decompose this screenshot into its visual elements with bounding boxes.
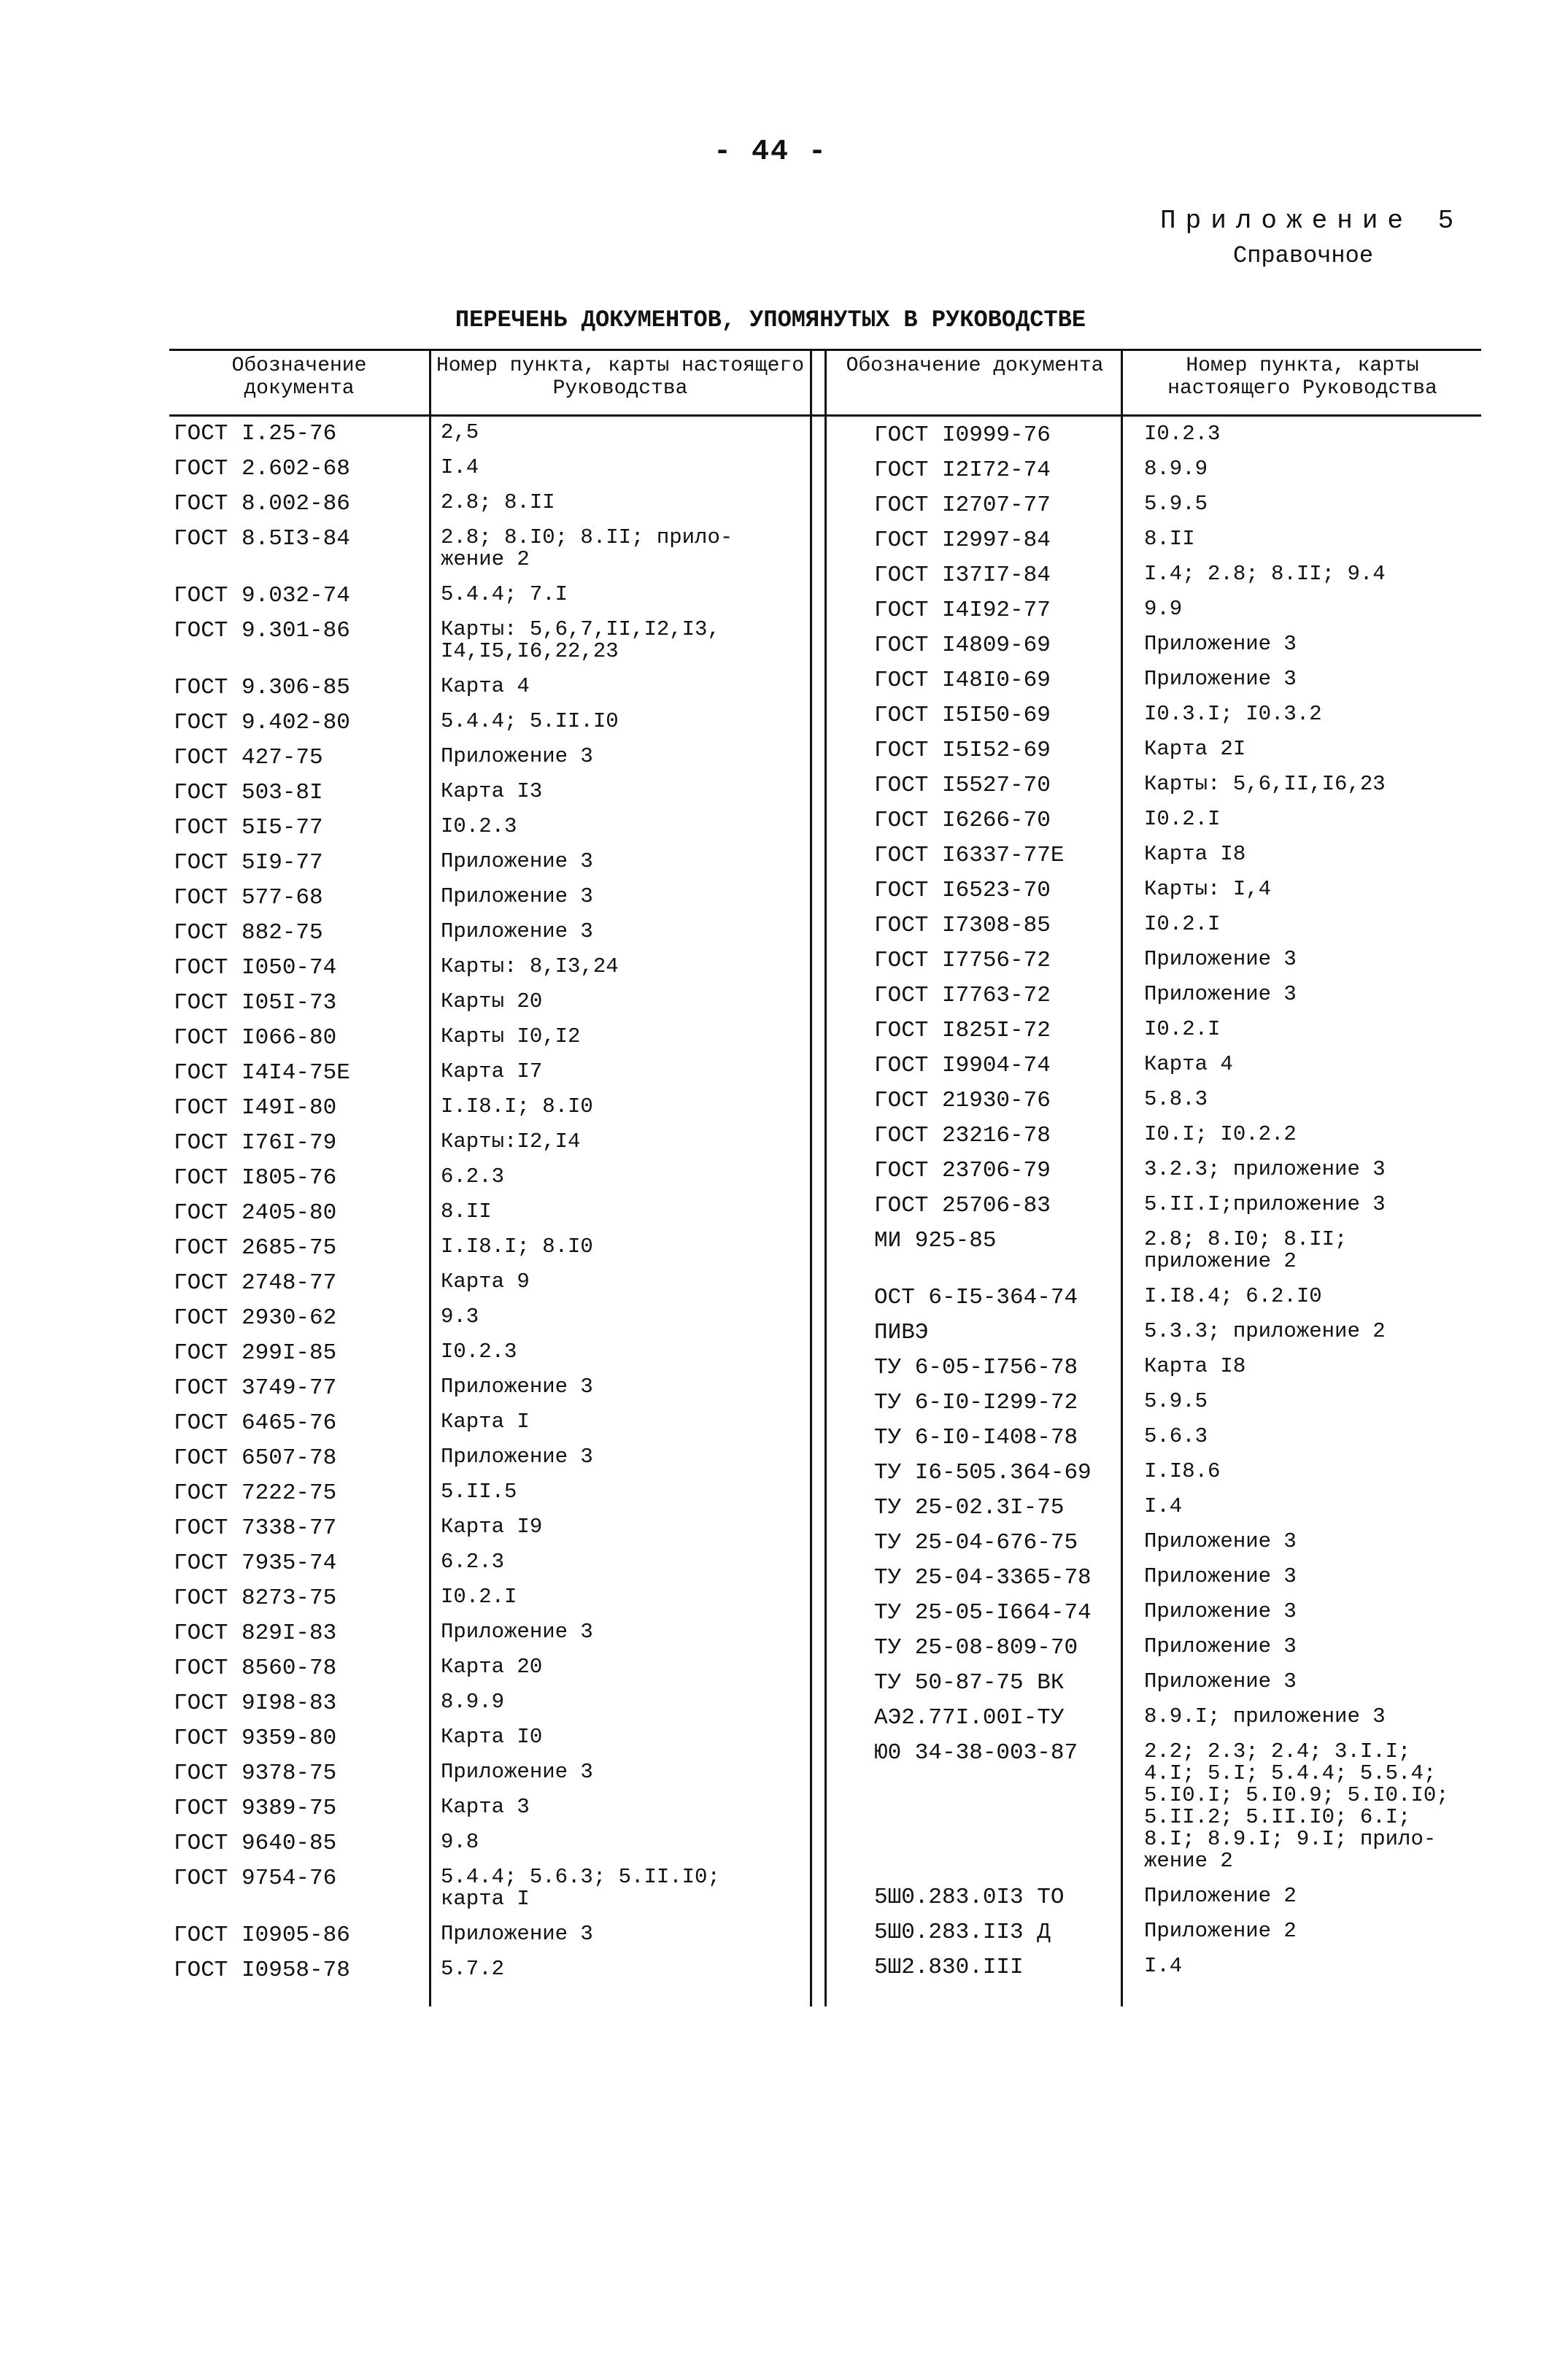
document-designation: ГОСТ 8.002-86 [174, 491, 350, 517]
document-designation: ГОСТ 9.306-85 [174, 675, 350, 700]
document-designation: ГОСТ 829I-83 [174, 1620, 337, 1646]
document-designation: ГОСТ I9904-74 [874, 1053, 1051, 1078]
document-designation: ГОСТ 8273-75 [174, 1585, 337, 1611]
document-reference: 3.2.3; приложение 3 [1144, 1157, 1386, 1181]
document-reference: Карта 4 [441, 674, 530, 698]
document-reference: 2,5 [441, 420, 479, 444]
document-reference: I.I8.I; 8.I0 [441, 1094, 593, 1118]
column-divider [810, 349, 812, 2006]
document-designation: ГОСТ I76I-79 [174, 1130, 337, 1156]
document-reference: 8.9.9 [1144, 457, 1208, 481]
document-designation: ТУ 6-I0-I299-72 [874, 1390, 1078, 1415]
document-designation: ГОСТ 9I98-83 [174, 1691, 337, 1716]
document-designation: 5Ш0.283.II3 Д [874, 1920, 1051, 1945]
header-right-reference: Номер пункта, карты настоящего Руководства [1167, 355, 1437, 400]
document-designation: ТУ 25-05-I664-74 [874, 1600, 1092, 1626]
document-designation: ГОСТ 7935-74 [174, 1550, 337, 1576]
document-reference: 5.9.5 [1144, 1389, 1208, 1413]
document-reference: 5.II.5 [441, 1480, 517, 1504]
document-designation: ГОСТ 9754-76 [174, 1866, 337, 1891]
document-reference: I.4 [441, 455, 479, 479]
document-designation: ГОСТ I0958-78 [174, 1958, 350, 1983]
document-designation: ТУ 6-I0-I408-78 [874, 1425, 1078, 1450]
document-reference: Карта I0 [441, 1725, 543, 1749]
document-reference: Карты: 5,6,II,I6,23 [1144, 772, 1386, 796]
document-designation: ГОСТ I05I-73 [174, 990, 337, 1016]
document-reference: I.4; 2.8; 8.II; 9.4 [1144, 562, 1386, 586]
document-reference: Приложение 3 [1144, 1529, 1297, 1553]
document-reference: I0.2.I [1144, 807, 1221, 831]
document-reference: 2.2; 2.3; 2.4; 3.I.I; 4.I; 5.I; 5.4.4; 5.5.4; 5.I0.I; 5.I0.9; 5.I0.I0; 5.II.2; 5.II.I0; 6.I; 8.I; 8.9.I; 9.I; прило- жение 2 [1144, 1739, 1449, 1873]
document-reference: Карта I8 [1144, 842, 1246, 866]
document-designation: ГОСТ 6507-78 [174, 1445, 337, 1471]
document-reference: Приложение 3 [1144, 632, 1297, 656]
document-designation: ТУ 25-02.3I-75 [874, 1495, 1065, 1521]
document-reference: Карты: 8,I3,24 [441, 954, 619, 978]
document-designation: ГОСТ 9.301-86 [174, 618, 350, 644]
document-designation: ГОСТ I825I-72 [874, 1018, 1051, 1043]
document-reference: 6.2.3 [441, 1550, 505, 1574]
document-reference: Карта I3 [441, 779, 543, 803]
document-designation: ГОСТ I4I4-75Е [174, 1060, 350, 1086]
document-reference: Приложение 3 [441, 1760, 593, 1784]
document-designation: ГОСТ 577-68 [174, 885, 323, 911]
document-designation: ГОСТ I0999-76 [874, 422, 1051, 448]
document-designation: ГОСТ 3749-77 [174, 1375, 337, 1401]
document-reference: 5.8.3 [1144, 1087, 1208, 1111]
document-designation: ГОСТ 2685-75 [174, 1235, 337, 1261]
page-number: - 44 - [713, 136, 828, 169]
document-designation: ГОСТ 9.402-80 [174, 710, 350, 735]
document-designation: ГОСТ 23706-79 [874, 1158, 1051, 1183]
document-designation: ГОСТ I6337-77Е [874, 843, 1065, 868]
document-reference: I.4 [1144, 1954, 1183, 1978]
document-reference: Карта 3 [441, 1795, 530, 1819]
document-designation: ГОСТ 9359-80 [174, 1726, 337, 1751]
document-designation: ТУ 25-04-3365-78 [874, 1565, 1092, 1591]
document-reference: 2.8; 8.II [441, 490, 555, 514]
document-reference: I.I8.I; 8.I0 [441, 1235, 593, 1259]
document-reference: Приложение 3 [441, 919, 593, 943]
document-designation: ГОСТ 8.5I3-84 [174, 526, 350, 552]
document-reference: 2.8; 8.I0; 8.II; приложение 2 [1144, 1227, 1348, 1273]
document-designation: ГОСТ I4I92-77 [874, 598, 1051, 623]
document-reference: Карта 20 [441, 1655, 543, 1679]
column-divider [824, 349, 827, 2006]
document-designation: ТУ 25-08-809-70 [874, 1635, 1078, 1661]
document-designation: ГОСТ I7756-72 [874, 948, 1051, 973]
appendix-subtitle: Справочное [1233, 242, 1374, 269]
document-reference: Карта I7 [441, 1059, 543, 1083]
document-designation: ГОСТ 2748-77 [174, 1270, 337, 1296]
document-reference: 5.4.4; 7.I [441, 582, 568, 606]
document-reference: I0.2.I [1144, 1017, 1221, 1041]
document-designation: ГОСТ 21930-76 [874, 1088, 1051, 1113]
document-designation: ГОСТ I5I50-69 [874, 703, 1051, 728]
document-reference: 2.8; 8.I0; 8.II; прило- жение 2 [441, 525, 733, 571]
document-designation: ТУ 6-05-I756-78 [874, 1355, 1078, 1380]
document-designation: ГОСТ 7338-77 [174, 1515, 337, 1541]
document-designation: Ю0 34-38-003-87 [874, 1740, 1078, 1766]
header-left-designation: Обозначение документа [231, 355, 367, 400]
document-designation: АЭ2.77I.00I-ТУ [874, 1705, 1065, 1731]
document-reference: 9.8 [441, 1830, 479, 1854]
document-designation: ГОСТ I37I7-84 [874, 563, 1051, 588]
document-reference: 9.9 [1144, 597, 1183, 621]
document-designation: ГОСТ I050-74 [174, 955, 337, 981]
document-designation: ГОСТ I48I0-69 [874, 668, 1051, 693]
document-designation: ГОСТ 503-8I [174, 780, 323, 805]
document-reference: 8.II [1144, 527, 1195, 551]
document-designation: ТУ 25-04-676-75 [874, 1530, 1078, 1556]
document-reference: 5.4.4; 5.II.I0 [441, 709, 619, 733]
document-reference: Приложение 3 [441, 744, 593, 768]
document-reference: Карты:I2,I4 [441, 1129, 581, 1154]
document-designation: ГОСТ 23216-78 [874, 1123, 1051, 1148]
document-reference: I.I8.4; 6.2.I0 [1144, 1284, 1322, 1308]
column-divider [429, 349, 431, 2006]
document-designation: ГОСТ 2930-62 [174, 1305, 337, 1331]
document-reference: Карты 20 [441, 989, 543, 1013]
appendix-title: Приложение 5 [1160, 206, 1464, 236]
document-reference: 8.II [441, 1199, 492, 1224]
document-designation: ГОСТ I805-76 [174, 1165, 337, 1191]
document-title: ПЕРЕЧЕНЬ ДОКУМЕНТОВ, УПОМЯНУТЫХ В РУКОВОДСТВЕ [455, 306, 1086, 333]
document-designation: ГОСТ I.25-76 [174, 421, 337, 447]
document-reference: Карты: 5,6,7,II,I2,I3, I4,I5,I6,22,23 [441, 617, 720, 663]
column-divider [1121, 349, 1123, 2006]
document-reference: I0.2.I [1144, 912, 1221, 936]
document-designation: ГОСТ I0905-86 [174, 1923, 350, 1948]
document-reference: Карта 2I [1144, 737, 1246, 761]
document-designation: ГОСТ I066-80 [174, 1025, 337, 1051]
document-designation: ГОСТ I2707-77 [874, 492, 1051, 518]
document-designation: ГОСТ 25706-83 [874, 1193, 1051, 1218]
document-reference: I0.2.3 [1144, 422, 1221, 446]
document-reference: 6.2.3 [441, 1164, 505, 1189]
document-reference: Приложение 3 [1144, 667, 1297, 691]
document-designation: ГОСТ 299I-85 [174, 1340, 337, 1366]
document-reference: Карта 4 [1144, 1052, 1233, 1076]
document-designation: ТУ 50-87-75 ВК [874, 1670, 1065, 1696]
document-reference: Приложение 3 [1144, 947, 1297, 971]
document-reference: Приложение 2 [1144, 1919, 1297, 1943]
document-reference: 9.3 [441, 1305, 479, 1329]
document-reference: Карта 9 [441, 1270, 530, 1294]
document-reference: Приложение 3 [1144, 1634, 1297, 1658]
document-designation: ГОСТ I4809-69 [874, 633, 1051, 658]
document-designation: ГОСТ 9389-75 [174, 1796, 337, 1821]
document-reference: 5.7.2 [441, 1957, 505, 1981]
document-reference: I0.I; I0.2.2 [1144, 1122, 1297, 1146]
document-reference: 5.II.I;приложение 3 [1144, 1192, 1386, 1216]
document-designation: ТУ I6-505.364-69 [874, 1460, 1092, 1485]
document-reference: 5.3.3; приложение 2 [1144, 1319, 1386, 1343]
document-reference: Карты I0,I2 [441, 1024, 581, 1048]
document-reference: Приложение 3 [1144, 1564, 1297, 1588]
document-reference: I.4 [1144, 1494, 1183, 1518]
document-reference: Карта I8 [1144, 1354, 1246, 1378]
document-reference: I.I8.6 [1144, 1459, 1221, 1483]
document-designation: ГОСТ I7308-85 [874, 913, 1051, 938]
document-designation: ГОСТ 7222-75 [174, 1480, 337, 1506]
document-designation: ГОСТ I49I-80 [174, 1095, 337, 1121]
header-left-reference: Номер пункта, карты настоящего Руководства [436, 355, 805, 400]
document-reference: Приложение 3 [441, 849, 593, 873]
document-designation: ГОСТ I2I72-74 [874, 457, 1051, 483]
document-designation: ГОСТ I7763-72 [874, 983, 1051, 1008]
document-reference: I0.3.I; I0.3.2 [1144, 702, 1322, 726]
document-designation: ГОСТ 8560-78 [174, 1655, 337, 1681]
document-designation: МИ 925-85 [874, 1228, 997, 1253]
document-reference: Приложение 3 [441, 884, 593, 908]
document-reference: Приложение 3 [441, 1375, 593, 1399]
document-reference: 8.9.I; приложение 3 [1144, 1704, 1386, 1728]
document-reference: 8.9.9 [441, 1690, 505, 1714]
document-reference: Приложение 3 [1144, 982, 1297, 1006]
document-reference: Карты: I,4 [1144, 877, 1272, 901]
document-designation: ГОСТ 9.032-74 [174, 583, 350, 608]
document-reference: I0.2.I [441, 1585, 517, 1609]
document-designation: ГОСТ 6465-76 [174, 1410, 337, 1436]
document-designation: ГОСТ 882-75 [174, 920, 323, 946]
document-designation: 5Ш2.830.III [874, 1955, 1024, 1980]
document-designation: ГОСТ I2997-84 [874, 528, 1051, 553]
document-designation: 5Ш0.283.0I3 ТО [874, 1885, 1065, 1910]
document-reference: I0.2.3 [441, 1340, 517, 1364]
document-reference: 5.4.4; 5.6.3; 5.II.I0; карта I [441, 1865, 720, 1911]
document-reference: Приложение 2 [1144, 1884, 1297, 1908]
document-designation: ГОСТ 2405-80 [174, 1200, 337, 1226]
document-reference: Приложение 3 [1144, 1599, 1297, 1623]
document-reference: Приложение 3 [441, 1922, 593, 1946]
document-reference: Карта I9 [441, 1515, 543, 1539]
document-designation: ОСТ 6-I5-364-74 [874, 1285, 1078, 1310]
header-right-designation: Обозначение документа [846, 355, 1104, 377]
document-designation: ГОСТ 9640-85 [174, 1831, 337, 1856]
document-designation: ГОСТ 427-75 [174, 745, 323, 770]
document-designation: ГОСТ 5I5-77 [174, 815, 323, 841]
document-reference: Приложение 3 [441, 1620, 593, 1644]
document-reference: Приложение 3 [441, 1445, 593, 1469]
document-designation: ГОСТ 2.602-68 [174, 456, 350, 482]
document-reference: Приложение 3 [1144, 1669, 1297, 1693]
document-reference: 5.6.3 [1144, 1424, 1208, 1448]
document-designation: ГОСТ I5I52-69 [874, 738, 1051, 763]
document-reference: Карта I [441, 1410, 530, 1434]
document-designation: ГОСТ 9378-75 [174, 1761, 337, 1786]
document-designation: ГОСТ I6523-70 [874, 878, 1051, 903]
document-designation: ГОСТ 5I9-77 [174, 850, 323, 876]
document-reference: I0.2.3 [441, 814, 517, 838]
document-designation: ГОСТ I5527-70 [874, 773, 1051, 798]
document-designation: ГОСТ I6266-70 [874, 808, 1051, 833]
document-designation: ПИВЭ [874, 1320, 929, 1345]
document-reference: 5.9.5 [1144, 492, 1208, 516]
